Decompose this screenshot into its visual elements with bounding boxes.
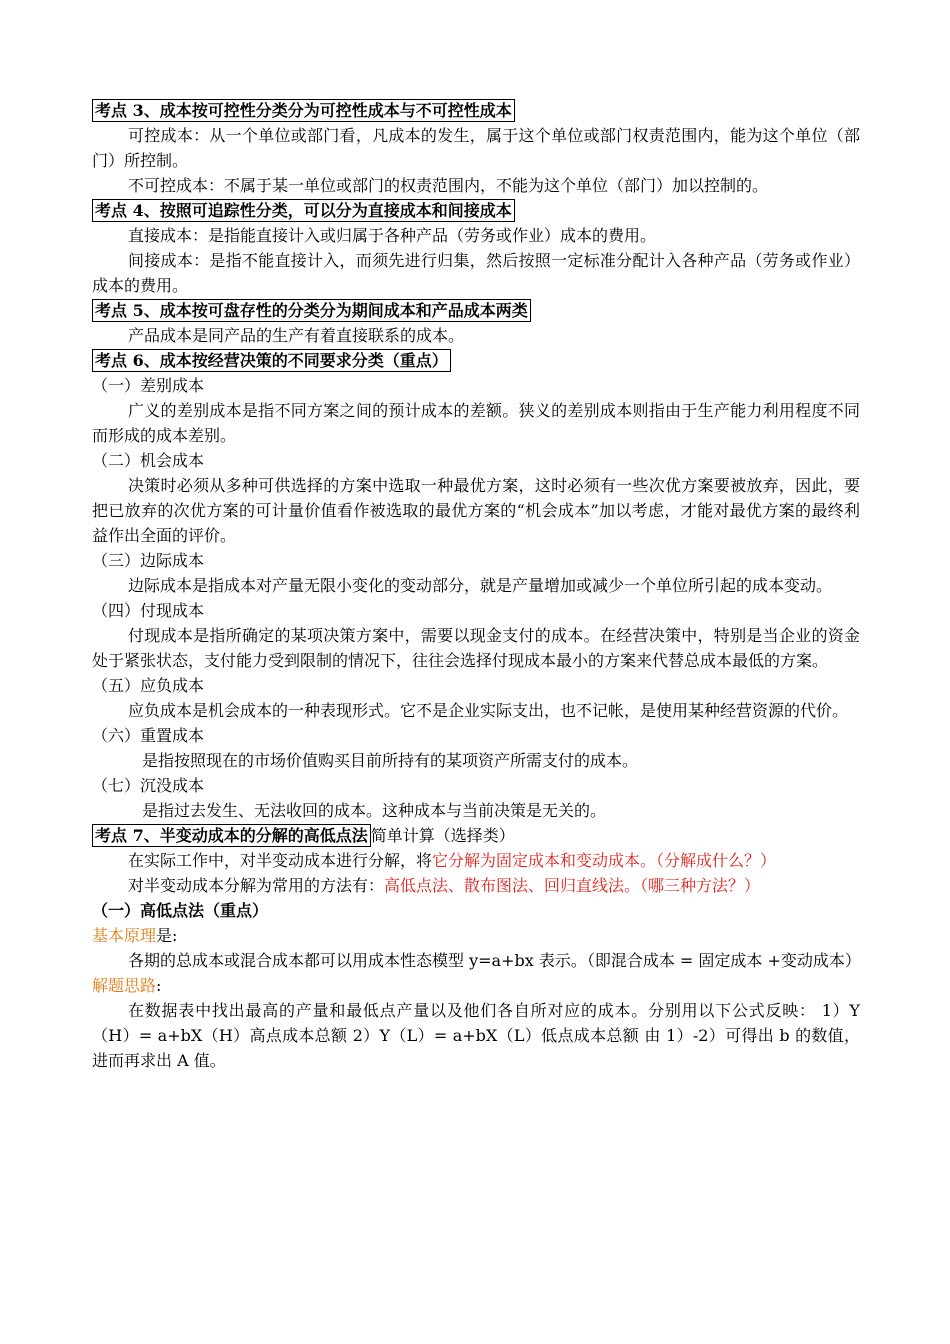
s7-principle-text: 各期的总成本或混合成本都可以用成本性态模型 y=a+bx 表示。（即混合成本 = 固定成本 +变动成本） [128,951,861,970]
s7-p1-text: 在实际工作中，对半变动成本进行分解，将 [128,851,433,870]
s6-item-text: 付现成本是指所确定的某项决策方案中，需要以现金支付的成本。在经营决策中，特别是当企业的资金处于紧张状态，支付能力受到限制的情况下，往往会选择付现成本最小的方案来代替总成本最低的方案。 [92,626,860,670]
s7-approach-text: 在数据表中找出最高的产量和最低点产量以及他们各自所对应的成本。分别用以下公式反映： 1）Y（H）= a+bX（H）高点成本总额 2）Y（L）= a+bX（L）低点成本总额 由 1）-2）可得出 b 的数值，进而再求出 A 值。 [92,1001,860,1070]
section-7-heading-suffix: 简单计算（选择类） [370,826,515,845]
s6-item-text: 是指过去发生、无法收回的成本。这种成本与当前决策是无关的。 [142,801,607,820]
s7-paragraph-decompose [92,848,860,873]
s4-paragraph-indirect: 间接成本：是指不能直接计入，而须先进行归集，然后按照一定标准分配计入各种产品（劳务或作业）成本的费用。 [92,251,860,295]
s6-item-title: （七）沉没成本 [92,776,205,795]
s6-item-text: 是指按照现在的市场价值购买目前所持有的某项资产所需支付的成本。 [142,751,639,770]
s7-principle-suffix: 是: [156,926,178,945]
s6-item-title: （六）重置成本 [92,726,205,745]
section-7-heading-line [92,823,860,848]
s6-item-text: 应负成本是机会成本的一种表现形式。它不是企业实际支出，也不记帐，是使用某种经营资源的代价。 [128,701,849,720]
s6-item-text: 边际成本是指成本对产量无限小变化的变动部分，就是产量增加或减少一个单位所引起的成本变动。 [128,576,833,595]
s6-item-text: 决策时必须从多种可供选择的方案中选取一种最优方案，这时必须有一些次优方案要被放弃，因此，要把已放弃的次优方案的可计量价值看作被选取的最优方案的“机会成本”加以考虑，才能对最优方案的最终利益作出全面的评价。 [92,476,860,545]
section-6-heading-line [92,348,860,373]
document-page [92,98,860,1073]
s7-principle-label: 基本原理 [92,926,157,945]
s7-p1-highlight: 它分解为固定成本和变动成本。（分解成什么？） [432,851,777,870]
section-7-heading: 考点 7、半变动成本的分解的高低点法 [92,824,371,847]
section-4-heading: 考点 4、按照可追踪性分类，可以分为直接成本和间接成本 [92,199,515,222]
s3-paragraph-uncontrollable: 不可控成本：不属于某一单位或部门的权责范围内，不能为这个单位（部门）加以控制的。 [128,176,769,195]
s6-item-text: 广义的差别成本是指不同方案之间的预计成本的差额。狭义的差别成本则指由于生产能力利用程度不同而形成的成本差别。 [92,401,860,445]
section-3-heading: 考点 3、成本按可控性分类分为可控性成本与不可控性成本 [92,99,515,122]
s7-sub-heading: （一）高低点法（重点） [92,901,269,920]
s6-item-title: （五）应负成本 [92,676,205,695]
s7-paragraph-methods [92,873,860,898]
section-5-heading: 考点 5、成本按可盘存性的分类分为期间成本和产品成本两类 [92,299,531,322]
s7-approach-label: 解题思路 [92,976,157,995]
section-4-heading-line [92,198,860,223]
s6-item-title: （三）边际成本 [92,551,205,570]
s6-item-title: （一）差别成本 [92,376,205,395]
section-6-heading: 考点 6、成本按经营决策的不同要求分类（重点） [92,349,451,372]
s7-p2-text: 对半变动成本分解为常用的方法有： [128,876,385,895]
s3-paragraph-controllable: 可控成本：从一个单位或部门看，凡成本的发生，属于这个单位或部门权责范围内，能为这个单位（部门）所控制。 [92,126,860,170]
section-3-heading-line [92,98,860,123]
s7-principle-label-line [92,923,860,948]
section-5-heading-line [92,298,860,323]
s6-item-title: （二）机会成本 [92,451,205,470]
s5-paragraph-product: 产品成本是同产品的生产有着直接联系的成本。 [128,326,465,345]
s7-approach-suffix: : [156,976,162,995]
s7-approach-label-line [92,973,860,998]
s4-paragraph-direct: 直接成本：是指能直接计入或归属于各种产品（劳务或作业）成本的费用。 [128,226,657,245]
s7-p2-highlight: 高低点法、散布图法、回归直线法。（哪三种方法？） [384,876,761,895]
s6-item-title: （四）付现成本 [92,601,205,620]
